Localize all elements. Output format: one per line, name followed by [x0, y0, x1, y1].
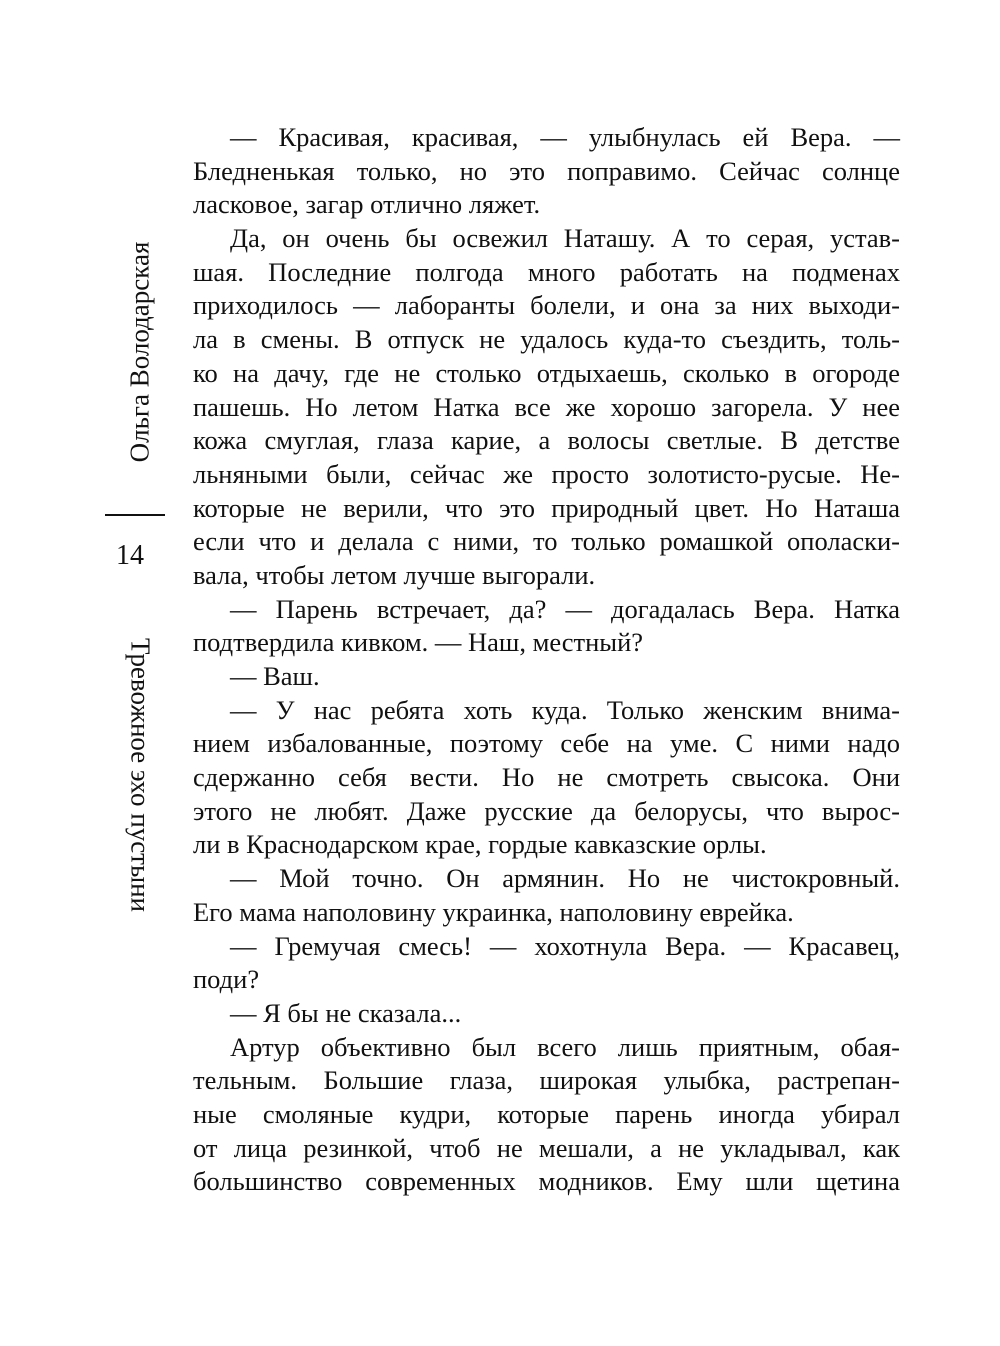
text-line: Артур объективно был всего лишь приятным, обая-: [230, 1031, 900, 1062]
text-line: льняными были, сейчас же просто золотисто-русые. Не-: [193, 458, 900, 489]
text-line: — Ваш.: [230, 661, 320, 691]
text-line: кожа смуглая, глаза карие, а волосы светлые. В детстве: [193, 425, 900, 456]
text-line: сдержанно себя вести. Но не смотреть свысока. Они: [193, 762, 900, 793]
text-line: ла в смены. В отпуск не удалось куда-то съездить, толь-: [193, 324, 900, 355]
text-line: пашешь. Но летом Натка все же хорошо загорела. У нее: [193, 391, 900, 422]
running-head-book-title: Тревожное эхо пустыни: [125, 637, 156, 913]
text-line: — Я бы не сказала...: [230, 997, 462, 1028]
text-line: нием избалованные, поэтому себе на уме. С ними надо: [193, 728, 900, 759]
text-line: если что и делала с ними, то только ромашкой ополаски-: [193, 526, 900, 557]
text-line: — Красивая, красивая, — улыбнулась ей Вера. —: [230, 122, 900, 152]
running-head-author: Ольга Володарская: [124, 241, 155, 463]
text-line: тельным. Большие глаза, широкая улыбка, растрепан-: [193, 1065, 900, 1096]
page-number: 14: [116, 540, 144, 571]
text-line: ные смоляные кудри, которые парень иногда убирал: [193, 1098, 900, 1129]
text-line: которые не верили, что это природный цвет. Но Наташа: [193, 492, 900, 523]
text-line: большинство современных модников. Ему шли щетина: [193, 1166, 900, 1197]
text-line: этого не любят. Даже русские да белорусы, что вырос-: [193, 795, 900, 826]
text-line: Его мама наполовину украинка, наполовину еврейка.: [193, 896, 794, 927]
text-line: поди?: [193, 964, 260, 995]
text-line: Бледненькая только, но это поправимо. Сейчас солнце: [193, 155, 900, 186]
text-line: от лица резинкой, чтоб не мешали, а не укладывал, как: [193, 1132, 900, 1163]
running-head-divider: [105, 514, 165, 516]
text-line: ко на дачу, где не столько отдыхаешь, сколько в огороде: [193, 357, 900, 388]
text-line: ласковое, загар отлично ляжет.: [193, 189, 541, 220]
text-line: — У нас ребята хоть куда. Только женским внима-: [230, 694, 900, 725]
text-line: шая. Последние полгода много работать на подменах: [193, 256, 900, 287]
text-line: Да, он очень бы освежил Наташу. А то серая, устав-: [230, 223, 900, 254]
text-line: вала, чтобы летом лучше выгорали.: [193, 559, 596, 590]
text-line: — Парень встречает, да? — догадалась Вера. Натка: [230, 593, 900, 624]
body-text: [193, 121, 900, 1199]
text-line: подтвердила кивком. — Наш, местный?: [193, 627, 644, 658]
text-line: приходилось — лаборанты болели, и она за них выходи-: [193, 290, 900, 321]
text-line: — Гремучая смесь! — хохотнула Вера. — Красавец,: [230, 930, 900, 961]
text-line: — Мой точно. Он армянин. Но не чистокровный.: [230, 863, 900, 894]
text-line: ли в Краснодарском крае, гордые кавказские орлы.: [193, 829, 767, 860]
